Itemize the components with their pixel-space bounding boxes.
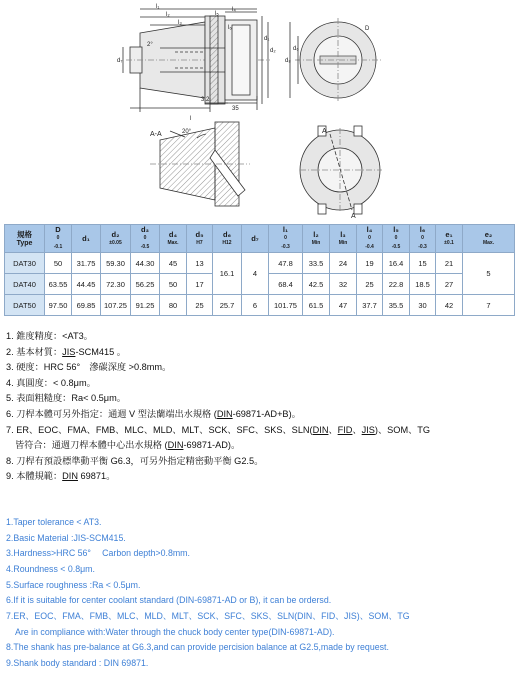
note-zh-1: 1. 錐度精度：<AT3。	[6, 331, 93, 341]
rear-view-drawing	[300, 126, 382, 214]
cell-e2-merged: 5	[463, 253, 515, 295]
cell-l4: 19	[357, 253, 383, 274]
header-l5: l₅ 0 -0.5	[383, 225, 410, 253]
cell-e1: 21	[436, 253, 463, 274]
note-en-1: 1.Taper tolerance < AT3.	[6, 517, 102, 527]
note-zh-7-continued: 皆符合：通週刀桿本體中心出水規格 (DIN-69871-AD)。	[15, 440, 241, 451]
cell-d2: 107.25	[101, 295, 131, 316]
note-en-3: 3.Hardness>HRC 56° Carbon depth>0.8mm.	[6, 548, 190, 559]
note-zh-4: 4. 真圓度：< 0.8μm。	[6, 377, 96, 388]
dim-label-l6: l₆	[228, 25, 232, 31]
header-d6: d₆ H12	[213, 225, 242, 253]
dim-label-l1: l₁	[156, 4, 160, 10]
end-view-label-d6: d₆	[293, 46, 299, 52]
note-zh-8: 8. 刀桿有預設標準動平衡 G6.3，可另外指定精密動平衡 G2.5。	[6, 455, 264, 466]
cell-l4: 25	[357, 274, 383, 295]
dim-label-l: l	[190, 116, 192, 122]
end-view-label-d8: d₈	[285, 58, 291, 64]
note-en-2: 2.Basic Material :JIS-SCM415.	[6, 532, 126, 543]
cell-d3: 44.30	[131, 253, 160, 274]
cell-l3: 24	[330, 253, 357, 274]
cell-l6: 18.5	[410, 274, 436, 295]
header-d2: d₂ ±0.05	[101, 225, 131, 253]
cell-d2: 59.30	[101, 253, 131, 274]
note-zh-2: 2. 基本材質：JIS-SCM415 。	[6, 346, 126, 357]
header-type: 規格 Type	[5, 225, 45, 253]
dim-label-3-2: 3.2	[201, 97, 210, 103]
technical-drawings	[0, 0, 517, 222]
cell-d6-merged: 16.1	[213, 253, 242, 295]
cell-type: DAT30	[5, 253, 45, 274]
header-d4: d₄ Max.	[160, 225, 187, 253]
dim-label-d7: d₇	[117, 58, 123, 64]
header-D: D 0 -0.1	[45, 225, 72, 253]
header-e2: e₂ Max.	[463, 225, 515, 253]
cell-d4: 50	[160, 274, 187, 295]
header-l3: l₃ Min	[330, 225, 357, 253]
cut-label-bottom: A	[351, 213, 356, 220]
dim-label-d2: d₂	[270, 48, 276, 54]
cell-d7: 6	[242, 295, 269, 316]
cell-e1: 27	[436, 274, 463, 295]
cell-l3: 32	[330, 274, 357, 295]
note-en-8: 8.The shank has pre-balance at G6.3,and can provide percision balance at G2.5,made by request.	[6, 642, 389, 653]
header-d5: d₅ H7	[187, 225, 213, 253]
cell-l4: 37.7	[357, 295, 383, 316]
table-header-row	[5, 225, 515, 253]
note-zh-7: 7. ER、EOC、FMA、FMB、MLC、MLD、MLT、SCK、SFC、SKS、SLN(DIN、FID、JIS)、SOM、TG	[6, 424, 431, 435]
header-d3: d₃ 0 -0.5	[131, 225, 160, 253]
note-en-7-continued: Are in compliance with:Water through the chuck body center type(DIN-69871-AD).	[15, 626, 335, 637]
cell-D: 50	[45, 253, 72, 274]
section-label: A-A	[150, 131, 162, 138]
note-en-6: 6.If it is suitable for center coolant standard (DIN-69871-AD or B), it can be ordersd.	[6, 595, 332, 606]
cell-e2: 7	[463, 295, 515, 316]
notes-chinese	[6, 329, 511, 485]
cell-l5: 35.5	[383, 295, 410, 316]
cell-d1: 31.75	[72, 253, 101, 274]
table-row	[5, 253, 515, 274]
cell-d1: 44.45	[72, 274, 101, 295]
end-view-label-D: D	[365, 26, 370, 32]
header-e1: e₁ ±0.1	[436, 225, 463, 253]
dim-label-35: 35	[232, 106, 239, 112]
note-en-7: 7.ER、EOC、FMA、FMB、MLC、MLD、MLT、SCK、SFC、SKS、SLN(DIN、FID、JIS)、SOM、TG	[6, 610, 410, 621]
note-zh-5: 5. 表面粗糙度：Ra< 0.5μm。	[6, 393, 126, 404]
cell-l5: 22.8	[383, 274, 410, 295]
note-en-9: 9.Shank body standard : DIN 69871.	[6, 657, 149, 668]
header-l4: l₄ 0 -0.4	[357, 225, 383, 253]
cell-l3: 47	[330, 295, 357, 316]
notes-english	[6, 515, 511, 672]
spec-table	[4, 224, 515, 316]
cell-l6: 15	[410, 253, 436, 274]
cell-d2: 72.30	[101, 274, 131, 295]
cell-d1: 69.85	[72, 295, 101, 316]
section-angle-label: 20°	[182, 129, 192, 135]
dim-label-d1: d₁	[264, 36, 270, 42]
header-l1: l₁ 0 -0.3	[269, 225, 303, 253]
table-row	[5, 295, 515, 316]
cut-label-top: A	[322, 128, 327, 135]
cell-d4: 80	[160, 295, 187, 316]
cell-e1: 42	[436, 295, 463, 316]
dim-label-l4: l₄	[232, 7, 236, 13]
cell-l6: 30	[410, 295, 436, 316]
cell-D: 97.50	[45, 295, 72, 316]
header-d7: d₇	[242, 225, 269, 253]
cell-d5: 25	[187, 295, 213, 316]
dim-label-angle: 2°	[147, 42, 153, 48]
cell-d6: 25.7	[213, 295, 242, 316]
cell-d5: 17	[187, 274, 213, 295]
cell-d7-merged: 4	[242, 253, 269, 295]
header-l2: l₂ Min	[303, 225, 330, 253]
note-zh-3: 3. 硬度：HRC 56° 滲碳深度 >0.8mm。	[6, 362, 172, 373]
cell-D: 63.55	[45, 274, 72, 295]
section-drawing	[150, 122, 250, 206]
note-en-4: 4.Roundness < 0.8μm.	[6, 563, 95, 574]
cell-l2: 61.5	[303, 295, 330, 316]
cell-d3: 91.25	[131, 295, 160, 316]
dim-label-l3: l₃	[178, 20, 182, 26]
header-d1: d₁	[72, 225, 101, 253]
dim-label-l5: l₅	[215, 11, 219, 17]
note-zh-9: 9. 本體規範：DIN 69871。	[6, 471, 116, 482]
cell-type: DAT50	[5, 295, 45, 316]
cell-d4: 45	[160, 253, 187, 274]
note-en-5: 5.Surface roughness :Ra < 0.5μm.	[6, 579, 141, 590]
cell-l1: 101.75	[269, 295, 303, 316]
cell-d3: 56.25	[131, 274, 160, 295]
dim-label-l2: l₂	[166, 12, 170, 18]
cell-l1: 47.8	[269, 253, 303, 274]
cell-d5: 13	[187, 253, 213, 274]
cell-l2: 33.5	[303, 253, 330, 274]
cell-type: DAT40	[5, 274, 45, 295]
note-zh-6: 6. 刀桿本體可另外指定：通週 V 型法蘭端出水規格 (DIN-69871-AD+B)。	[6, 408, 301, 419]
side-view-drawing	[123, 9, 270, 112]
cell-l1: 68.4	[269, 274, 303, 295]
cell-l5: 16.4	[383, 253, 410, 274]
header-l6: l₆ 0 -0.3	[410, 225, 436, 253]
cell-l2: 42.5	[303, 274, 330, 295]
